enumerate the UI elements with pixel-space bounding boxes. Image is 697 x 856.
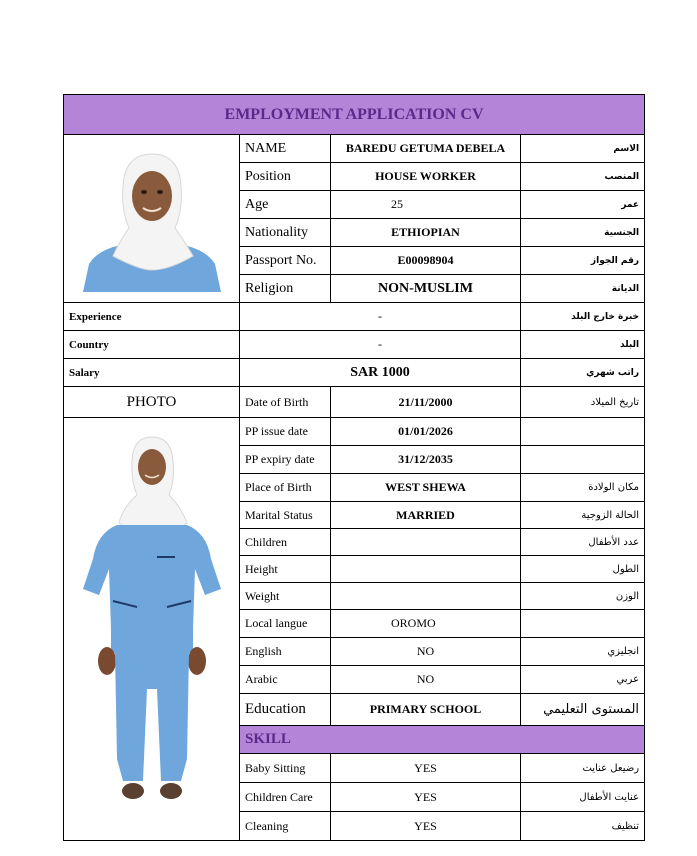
dob-label: Date of Birth	[240, 387, 331, 418]
children-label-ar: عدد الأطفال	[521, 529, 645, 556]
education-label-ar: المستوى التعليمي	[521, 694, 645, 726]
skill-children-care-value: YES	[331, 783, 521, 812]
headshot-photo	[79, 146, 225, 292]
position-value: HOUSE WORKER	[331, 163, 521, 191]
skill-cleaning-label-ar: تنظيف	[521, 812, 645, 841]
cv-table	[63, 94, 645, 841]
birthplace-label: Place of Birth	[240, 474, 331, 502]
salary-label-ar: راتب شهري	[521, 359, 645, 387]
country-label: Country	[64, 331, 240, 359]
experience-value: -	[240, 303, 521, 331]
weight-label-ar: الوزن	[521, 583, 645, 610]
marital-label: Marital Status	[240, 502, 331, 529]
children-label: Children	[240, 529, 331, 556]
dob-label-ar: تاريخ الميلاد	[521, 387, 645, 418]
position-label-ar: المنصب	[521, 163, 645, 191]
age-label: Age	[240, 191, 331, 219]
age-value: 25	[331, 191, 521, 219]
country-value: -	[240, 331, 521, 359]
photo-label: PHOTO	[64, 387, 240, 418]
pp-issue-label-ar	[521, 418, 645, 446]
headshot-cell	[64, 135, 240, 303]
fullbody-cell	[64, 418, 240, 841]
cv-title: EMPLOYMENT APPLICATION CV	[64, 95, 645, 135]
skill-baby-sitting-label-ar: رضيعل عنايت	[521, 754, 645, 783]
passport-value: E00098904	[331, 247, 521, 275]
english-label: English	[240, 638, 331, 666]
name-value: BAREDU GETUMA DEBELA	[331, 135, 521, 163]
arabic-label-ar: عربي	[521, 666, 645, 694]
english-label-ar: انجليزي	[521, 638, 645, 666]
age-label-ar: عمر	[521, 191, 645, 219]
experience-label: Experience	[64, 303, 240, 331]
local-language-label: Local langue	[240, 610, 331, 638]
dob-value: 21/11/2000	[331, 387, 521, 418]
local-language-value: OROMO	[331, 610, 521, 638]
name-label: NAME	[240, 135, 331, 163]
nationality-label: Nationality	[240, 219, 331, 247]
height-label: Height	[240, 556, 331, 583]
birthplace-label-ar: مكان الولادة	[521, 474, 645, 502]
pp-issue-value: 01/01/2026	[331, 418, 521, 446]
weight-label: Weight	[240, 583, 331, 610]
position-label: Position	[240, 163, 331, 191]
name-label-ar: الاسم	[521, 135, 645, 163]
salary-value: SAR 1000	[240, 359, 521, 387]
education-value: PRIMARY SCHOOL	[331, 694, 521, 726]
pp-expiry-label: PP expiry date	[240, 446, 331, 474]
birthplace-value: WEST SHEWA	[331, 474, 521, 502]
religion-label: Religion	[240, 275, 331, 303]
local-language-label-ar	[521, 610, 645, 638]
pp-expiry-label-ar	[521, 446, 645, 474]
skill-baby-sitting-value: YES	[331, 754, 521, 783]
marital-value: MARRIED	[331, 502, 521, 529]
skill-baby-sitting-label: Baby Sitting	[240, 754, 331, 783]
religion-label-ar: الديانة	[521, 275, 645, 303]
pp-expiry-value: 31/12/2035	[331, 446, 521, 474]
passport-label: Passport No.	[240, 247, 331, 275]
children-value	[331, 529, 521, 556]
religion-value: NON-MUSLIM	[331, 275, 521, 303]
education-label: Education	[240, 694, 331, 726]
marital-label-ar: الحالة الزوجية	[521, 502, 645, 529]
weight-value	[331, 583, 521, 610]
english-value: NO	[331, 638, 521, 666]
experience-label-ar: خبرة خارج البلد	[521, 303, 645, 331]
height-value	[331, 556, 521, 583]
height-label-ar: الطول	[521, 556, 645, 583]
skill-children-care-label-ar: عنايت الأطفال	[521, 783, 645, 812]
arabic-label: Arabic	[240, 666, 331, 694]
nationality-value: ETHIOPIAN	[331, 219, 521, 247]
pp-issue-label: PP issue date	[240, 418, 331, 446]
country-label-ar: البلد	[521, 331, 645, 359]
nationality-label-ar: الجنسية	[521, 219, 645, 247]
fullbody-photo	[77, 429, 227, 829]
skill-cleaning-value: YES	[331, 812, 521, 841]
skill-children-care-label: Children Care	[240, 783, 331, 812]
skill-heading: SKILL	[240, 726, 645, 754]
salary-label: Salary	[64, 359, 240, 387]
skill-cleaning-label: Cleaning	[240, 812, 331, 841]
arabic-value: NO	[331, 666, 521, 694]
passport-label-ar: رقم الجواز	[521, 247, 645, 275]
